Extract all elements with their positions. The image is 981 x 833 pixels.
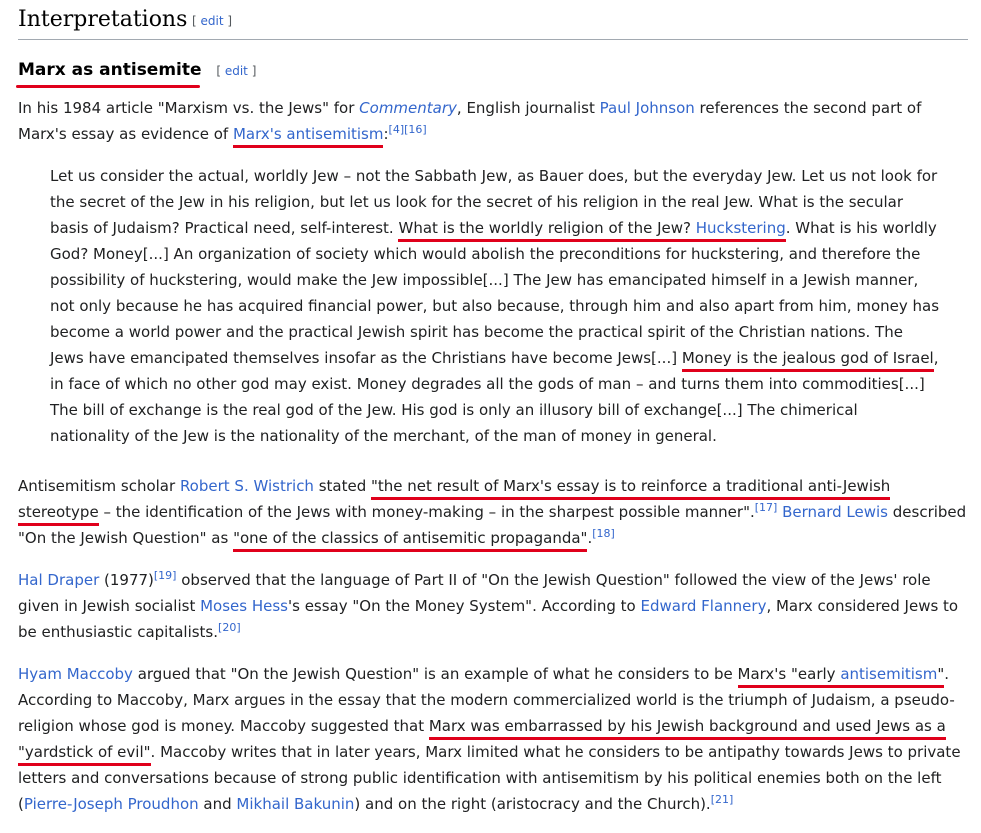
link-proudhon[interactable]: Pierre-Joseph Proudhon (23, 795, 199, 813)
annotation-underline-heading (16, 85, 200, 88)
ref-17[interactable]: [17] (754, 501, 778, 514)
annotated-phrase: Marx was embarrassed by his Jewish background and used Jews as a "yardstick of evil" (18, 717, 946, 766)
section-heading (18, 4, 968, 40)
subsection-edit-link[interactable]: edit (224, 64, 248, 78)
link-huckstering[interactable]: Huckstering (695, 219, 786, 237)
link-hal-draper[interactable]: Hal Draper (18, 571, 100, 589)
link-hyam-maccoby[interactable]: Hyam Maccoby (18, 665, 133, 683)
link-wistrich[interactable]: Robert S. Wistrich (179, 477, 314, 495)
ref-19[interactable]: [19] (153, 569, 177, 582)
ref-18[interactable]: [18] (592, 527, 615, 540)
subsection-title: Marx as antisemite (18, 60, 202, 80)
section-edit: [ edit ] (192, 14, 233, 28)
section-title: Interpretations (18, 7, 188, 32)
link-marx-antisemitism[interactable]: Marx's antisemitism (232, 125, 384, 143)
paragraph-wistrich: Antisemitism scholar Robert S. Wistrich stated "the net result of Marx's essay is to reinforce a traditional anti-Jewish stereotype – the identification of the Jews with money-making – in the sharpest possible manner".[17] Bernard Lewis described "On the Jewish Question" as "one of the classics of antisemitic propaganda".[18] (18, 473, 968, 551)
annotated-phrase: "one of the classics of antisemitic propaganda" (233, 529, 587, 552)
annotated-phrase: Marx's "early antisemitism" (738, 665, 945, 688)
ref-4-16[interactable]: [4][16] (388, 123, 427, 136)
paragraph-maccoby: Hyam Maccoby argued that "On the Jewish Question" is an example of what he considers to be Marx's "early antisemitism". According to Maccoby, Marx argues in the essay that the modern commercialized world is the triumph of Judaism, a pseudo-religion whose god is money. Maccoby suggested that Marx was embarrassed by his Jewish background and used Jews as a "yardstick of evil". Maccoby writes that in later years, Marx limited what he considers to be antipathy towards Jews to private letters and conversations because of strong public identification with antisemitism by his political enemies both on the left (Pierre-Joseph Proudhon and Mikhail Bakunin) and on the right (aristocracy and the Church).[21] (18, 665, 961, 813)
link-bernard-lewis[interactable]: Bernard Lewis (782, 503, 888, 521)
annotated-phrase: "the net result of Marx's essay is to reinforce a traditional anti-Jewish stereotype (18, 477, 890, 526)
paragraph-intro: In his 1984 article "Marxism vs. the Jews" for Commentary, English journalist Paul Johnson references the second part of Marx's essay as evidence of Marx's antisemitism:[4][16] (18, 95, 968, 147)
subsection-edit: [ edit ] (216, 64, 257, 78)
annotated-phrase (233, 125, 384, 148)
section-edit-link[interactable]: edit (200, 14, 224, 28)
link-moses-hess[interactable]: Moses Hess (200, 597, 288, 615)
annotated-phrase: Money is the jealous god of Israel (682, 349, 934, 372)
link-antisemitism[interactable]: antisemitism (840, 665, 938, 683)
link-paul-johnson[interactable]: Paul Johnson (599, 99, 695, 117)
link-edward-flannery[interactable]: Edward Flannery (640, 597, 767, 615)
link-bakunin[interactable]: Mikhail Bakunin (236, 795, 355, 813)
paragraph-draper: Hal Draper (1977)[19] observed that the language of Part II of "On the Jewish Question" followed the view of the Jews' role given in Jewish socialist Moses Hess's essay "On the Money System". According to Edward Flannery, Marx considered Jews to be enthusiastic capitalists.[20] (18, 569, 959, 641)
ref-20[interactable]: [20] (218, 621, 241, 634)
annotated-phrase: What is the worldly religion of the Jew? Huckstering (398, 219, 785, 242)
link-commentary[interactable]: Commentary (359, 99, 457, 117)
ref-21[interactable]: [21] (710, 793, 734, 806)
subsection-heading (18, 60, 256, 86)
blockquote: Let us consider the actual, worldly Jew – not the Sabbath Jew, as Bauer does, but the everyday Jew. Let us not look for the secret of the Jew in his religion, but let us look for the secret of his religion in the real Jew. What is the secular basis of Judaism? Practical need, self-interest. What is the worldly religion of the Jew? Huckstering. What is his worldly God? Money[...] An organization of society which would abolish the preconditions for huckstering, and therefore the possibility of huckstering, would make the Jew impossible[...] The Jew has emancipated himself in a Jewish manner, not only because he has acquired financial power, but also because, through him and also apart from him, money has become a world power and the practical Jewish spirit has become the practical spirit of the Christian nations. The Jews have emancipated themselves insofar as the Christians have become Jews[...] Money is the jealous god of Israel, in face of which no other god may exist. Money degrades all the gods of man – and turns them into commodities[...] The bill of exchange is the real god of the Jew. His god is only an illusory bill of exchange[...] The chimerical nationality of the Jew is the nationality of the merchant, of the man of money in general. (50, 167, 940, 445)
